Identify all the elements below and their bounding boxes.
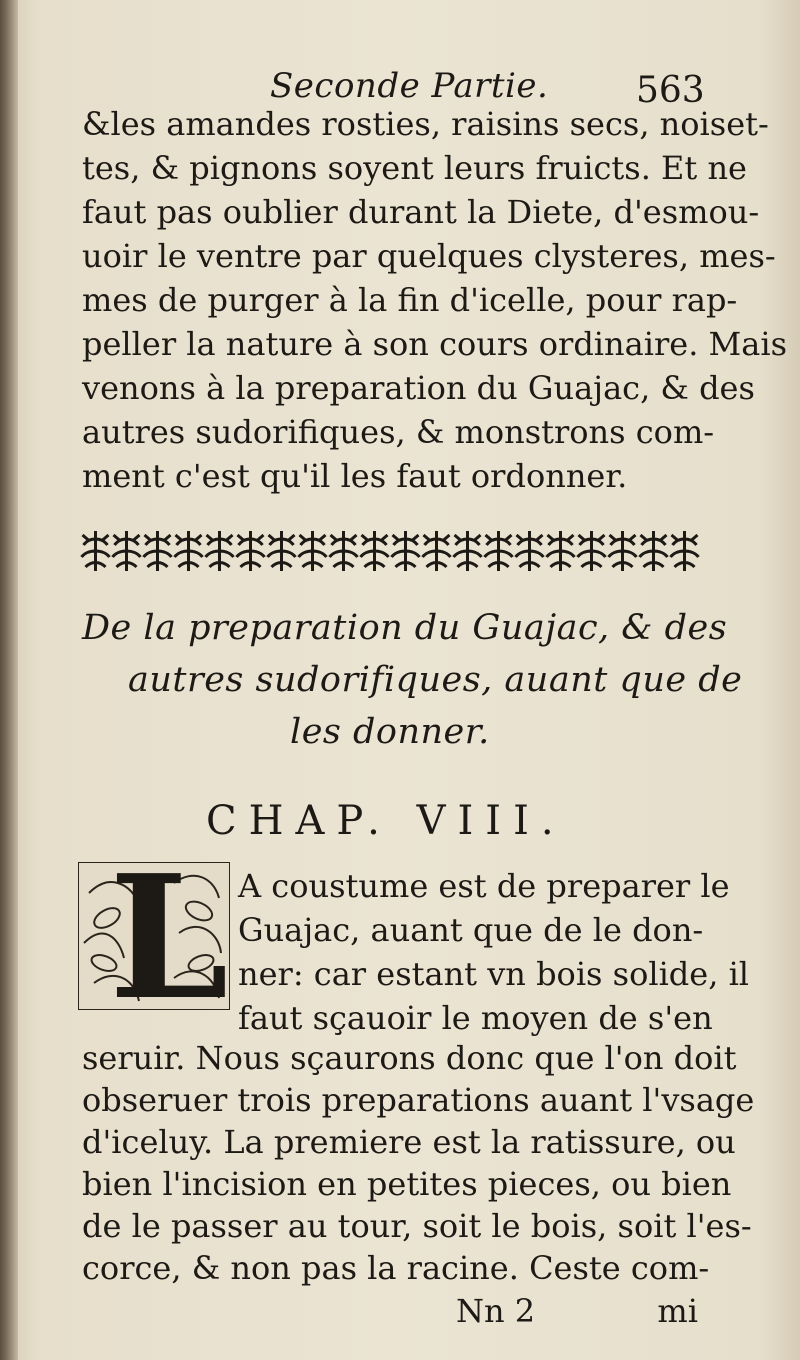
- fleuron-icon: [454, 531, 482, 571]
- fleuron-icon: [609, 531, 637, 571]
- section-title-line-1: De la preparation du Guajac, & des: [82, 608, 728, 648]
- body-line-2: tes, & pignons soyent leurs fruicts. Et ne: [82, 149, 747, 187]
- chapter-line-2: Guajac, auant que de le don-: [238, 911, 704, 949]
- signature-mark: Nn 2: [456, 1292, 536, 1330]
- fleuron-ornament-band: [80, 526, 700, 576]
- section-title-line-3: les donner.: [290, 712, 490, 752]
- fleuron-icon: [82, 531, 110, 571]
- fleuron-icon: [640, 531, 668, 571]
- catchword: mi: [657, 1292, 698, 1330]
- fleuron-icon: [299, 531, 327, 571]
- section-title-line-2: autres sudorifiques, auant que de: [128, 660, 743, 700]
- body-line-5: mes de purger à la fin d'icelle, pour rap-: [82, 281, 738, 319]
- fleuron-icon: [547, 531, 575, 571]
- body-line-4: uoir le ventre par quelques clysteres, mes-: [82, 237, 776, 275]
- fleuron-icon: [237, 531, 265, 571]
- body-line-6: peller la nature à son cours ordinaire. Mais: [82, 325, 788, 363]
- chapter-line-8: bien l'incision en petites pieces, ou bien: [82, 1165, 732, 1203]
- chapter-heading: CHAP. VIII.: [206, 798, 566, 844]
- chapter-line-4: faut sçauoir le moyen de s'en: [238, 999, 713, 1037]
- fleuron-icon: [113, 531, 141, 571]
- fleuron-icon: [671, 531, 699, 571]
- chapter-line-7: d'iceluy. La premiere est la ratissure, ou: [82, 1123, 736, 1161]
- body-line-1: &les amandes rosties, raisins secs, noiset-: [82, 105, 769, 143]
- page-number: 563: [636, 70, 705, 111]
- chapter-line-9: de le passer au tour, soit le bois, soit l'es-: [82, 1207, 752, 1245]
- chapter-line-1: A coustume est de preparer le: [238, 867, 730, 905]
- body-line-3: faut pas oublier durant la Diete, d'esmou-: [82, 193, 760, 231]
- fleuron-icon: [485, 531, 513, 571]
- chapter-line-5: seruir. Nous sçaurons donc que l'on doit: [82, 1039, 737, 1077]
- fleuron-icon: [206, 531, 234, 571]
- chapter-line-3: ner: car estant vn bois solide, il: [238, 955, 750, 993]
- fleuron-icon: [330, 531, 358, 571]
- foliage-dropcap-icon: [78, 862, 230, 1010]
- running-head: Seconde Partie.: [270, 66, 549, 106]
- chapter-line-10: corce, & non pas la racine. Ceste com-: [82, 1249, 710, 1287]
- dropcap-letter: L: [109, 862, 229, 1010]
- page-footer: [82, 1292, 698, 1338]
- fleuron-icon: [361, 531, 389, 571]
- fleuron-icon: [578, 531, 606, 571]
- body-line-9: ment c'est qu'il les faut ordonner.: [82, 457, 628, 495]
- chapter-line-6: obseruer trois preparations auant l'vsage: [82, 1081, 755, 1119]
- fleuron-icon: [516, 531, 544, 571]
- fleuron-icon: [144, 531, 172, 571]
- body-line-8: autres sudorifiques, & monstrons com-: [82, 413, 715, 451]
- body-line-7: venons à la preparation du Guajac, & des: [82, 369, 755, 407]
- fleuron-icon: [175, 531, 203, 571]
- fleuron-icon: [392, 531, 420, 571]
- fleuron-icon: [268, 531, 296, 571]
- fleuron-icon: [423, 531, 451, 571]
- spine-shadow: [0, 0, 18, 1360]
